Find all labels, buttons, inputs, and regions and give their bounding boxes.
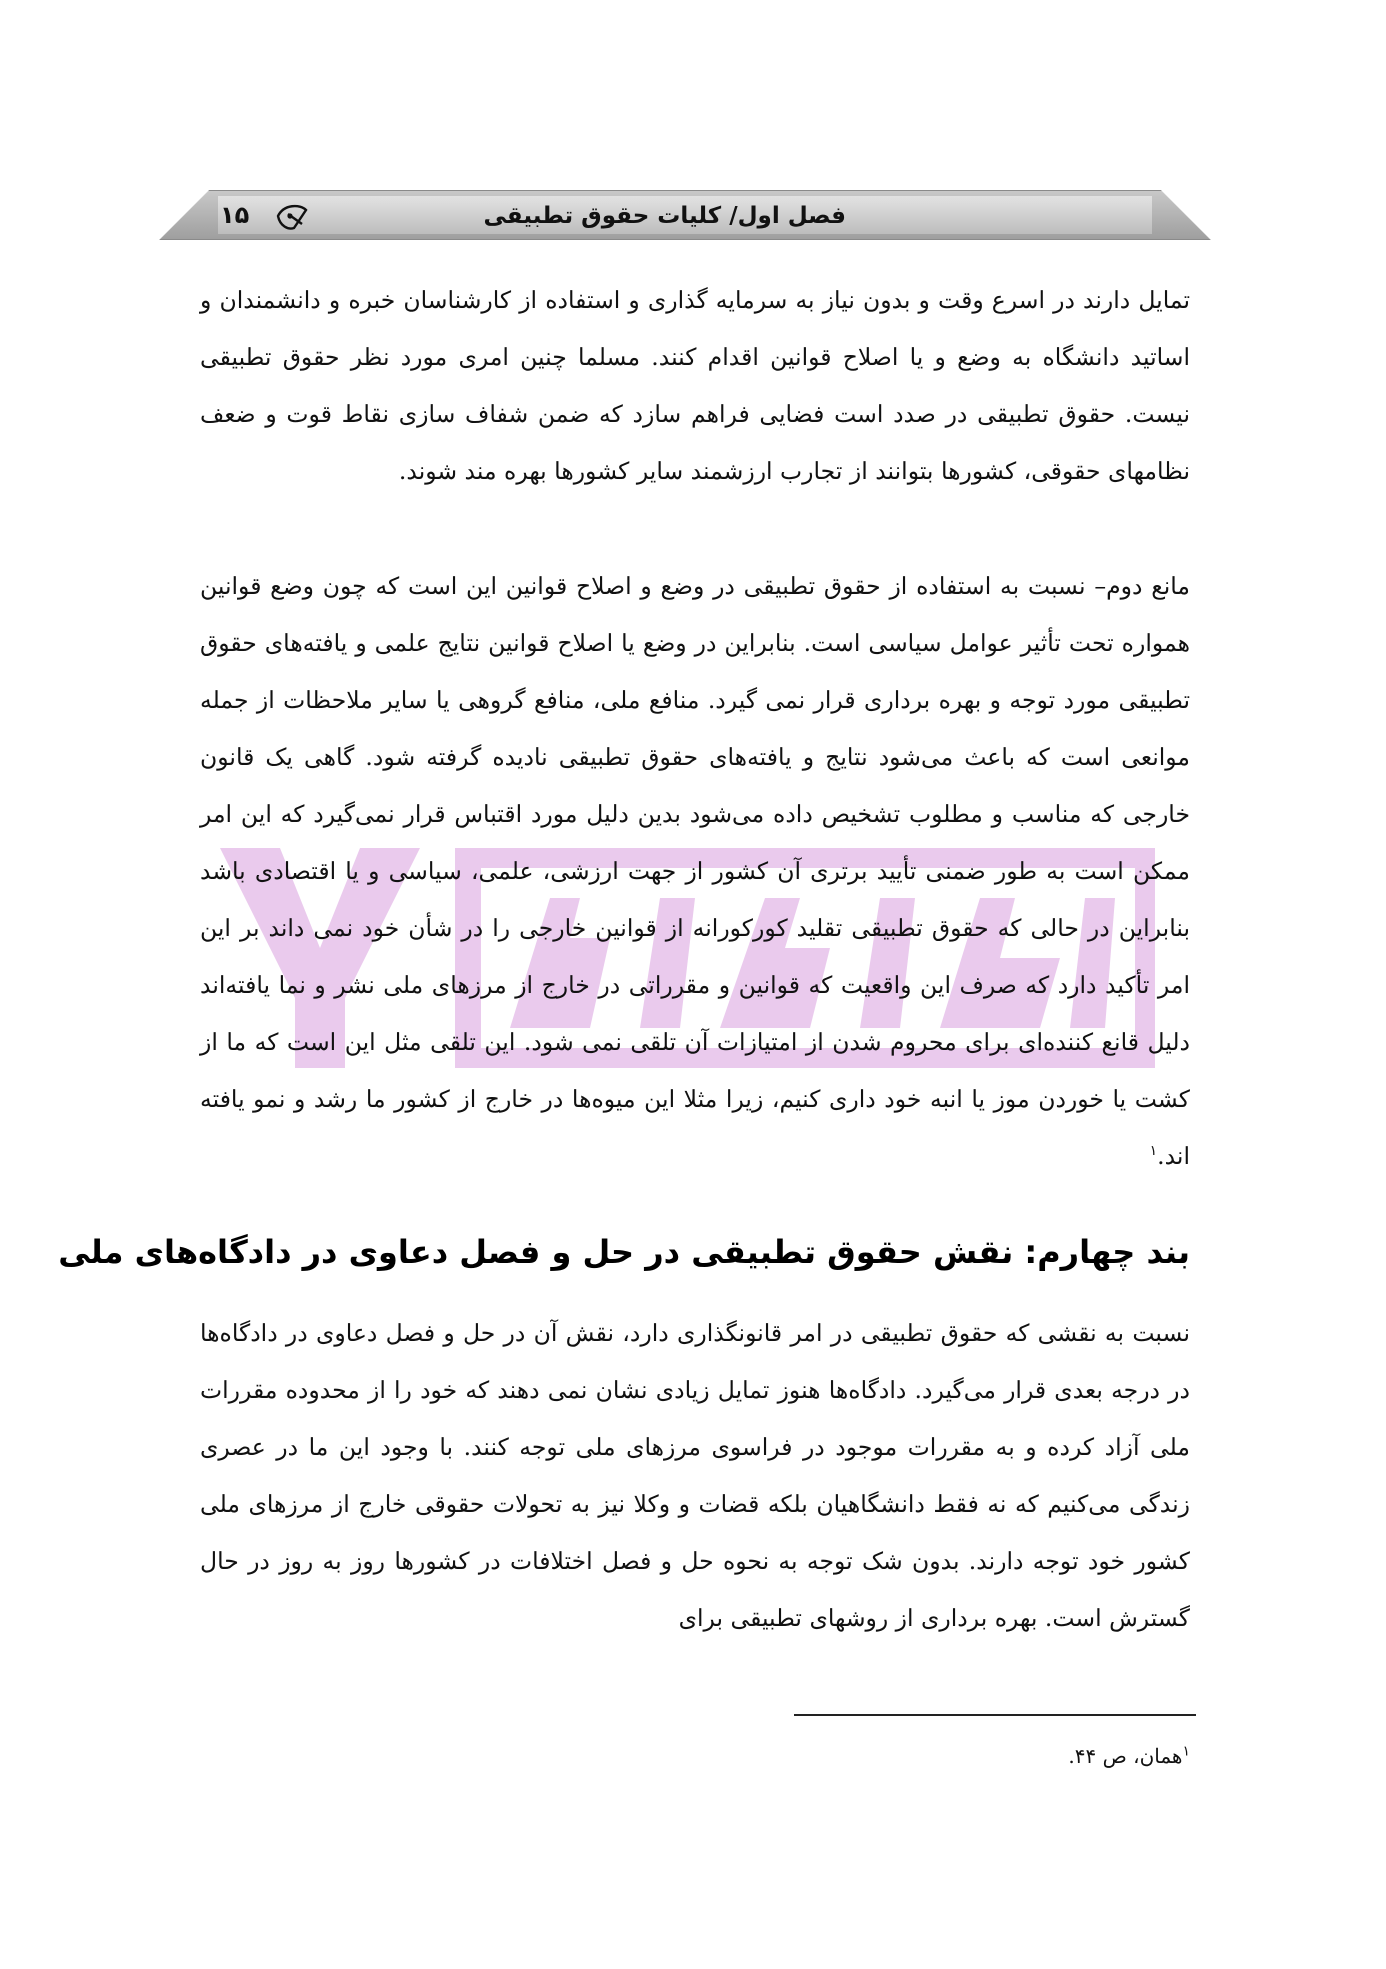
body-paragraph-2 — [200, 558, 1190, 1185]
section-heading: بند چهارم: نقش حقوق تطبیقی در حل و فصل دعاوی در دادگاه‌های ملی — [58, 1233, 1190, 1271]
body-paragraph-1 — [200, 272, 1190, 500]
chapter-title: فصل اول/ کلیات حقوق تطبیقی — [483, 203, 846, 229]
footnote-separator — [794, 1714, 1196, 1716]
paragraph-text: تمایل دارند در اسرع وقت و بدون نیاز به سرمایه گذاری و استفاده از کارشناسان خبره و دانشمندان و اساتید دانشگاه به وضع و یا اصلاح قوانین اقدام کنند. مسلما چنین امری مورد نظر حقوق تطبیقی نیست. حقوق تطبیقی در صدد است فضایی فراهم سازد که ضمن شفاف سازی نقاط قوت و ضعف نظامهای حقوقی، کشورها بتوانند از تجارب ارزشمند سایر کشورها بهره مند شوند. — [200, 286, 1190, 485]
page-number: ۱۵ — [220, 201, 250, 229]
footnote-marker: ۱ — [1182, 1743, 1190, 1760]
pen-nib-icon — [274, 200, 310, 232]
footnote — [1068, 1744, 1190, 1768]
footnote-text: همان، ص ۴۴. — [1068, 1744, 1183, 1768]
paragraph-text: نسبت به نقشی که حقوق تطبیقی در امر قانونگذاری دارد، نقش آن در حل و فصل دعاوی در دادگاه‌ها در درجه بعدی قرار می‌گیرد. دادگاه‌ها هنوز تمایل زیادی نشان نمی دهند که خود را از محدوده مقررات ملی آزاد کرده و به مقررات موجود در فراسوی مرزهای ملی توجه کنند. با وجود این ما در عصری زندگی می‌کنیم که نه فقط دانشگاهیان بلکه قضات و وکلا نیز به تحولات حقوقی خارج از مرزهای ملی کشور خود توجه دارند. بدون شک توجه به نحوه حل و فصل اختلافات در کشورها روز به روز در حال گسترش است. بهره برداری از روشهای تطبیقی برای — [200, 1319, 1190, 1632]
paragraph-text — [200, 558, 1190, 1185]
paragraph-text-span: مانع دوم– نسبت به استفاده از حقوق تطبیقی در وضع و اصلاح قوانین این است که چون وضع قوانین همواره تحت تأثیر عوامل سیاسی است. بنابراین در وضع یا اصلاح قوانین نتایج علمی و یافته‌های حقوق تطبیقی مورد توجه و بهره برداری قرار نمی گیرد. منافع ملی، منافع گروهی یا سایر ملاحظات از جمله موانعی است که باعث می‌شود نتایج و یافته‌های حقوق تطبیقی نادیده گرفته شود. گاهی یک قانون خارجی که مناسب و مطلوب تشخیص داده می‌شود بدین دلیل مورد اقتباس قرار نمی‌گیرد که این امر ممکن است به طور ضمنی تأیید برتری آن کشور از جهت ارزشی، علمی، سیاسی و یا اقتصادی باشد بنابراین در حالی که حقوق تطبیقی تقلید کورکورانه از قوانین خارجی را در شأن خود نمی داند بر این امر تأکید دارد که صرف این واقعیت که قوانین و مقرراتی در خارج از مرزهای ملی نشر و نما یافته‌اند دلیل قانع کننده‌ای برای محروم شدن از امتیازات آن تلقی نمی شود. این تلقی مثل این است که ما از کشت یا خوردن موز یا انبه خود داری کنیم، زیرا مثلا این میوه‌ها در خارج از کشور ما رشد و نمو یافته اند. — [200, 572, 1190, 1170]
body-paragraph-3 — [200, 1305, 1190, 1647]
footnote-reference[interactable]: ۱ — [1149, 1143, 1158, 1160]
